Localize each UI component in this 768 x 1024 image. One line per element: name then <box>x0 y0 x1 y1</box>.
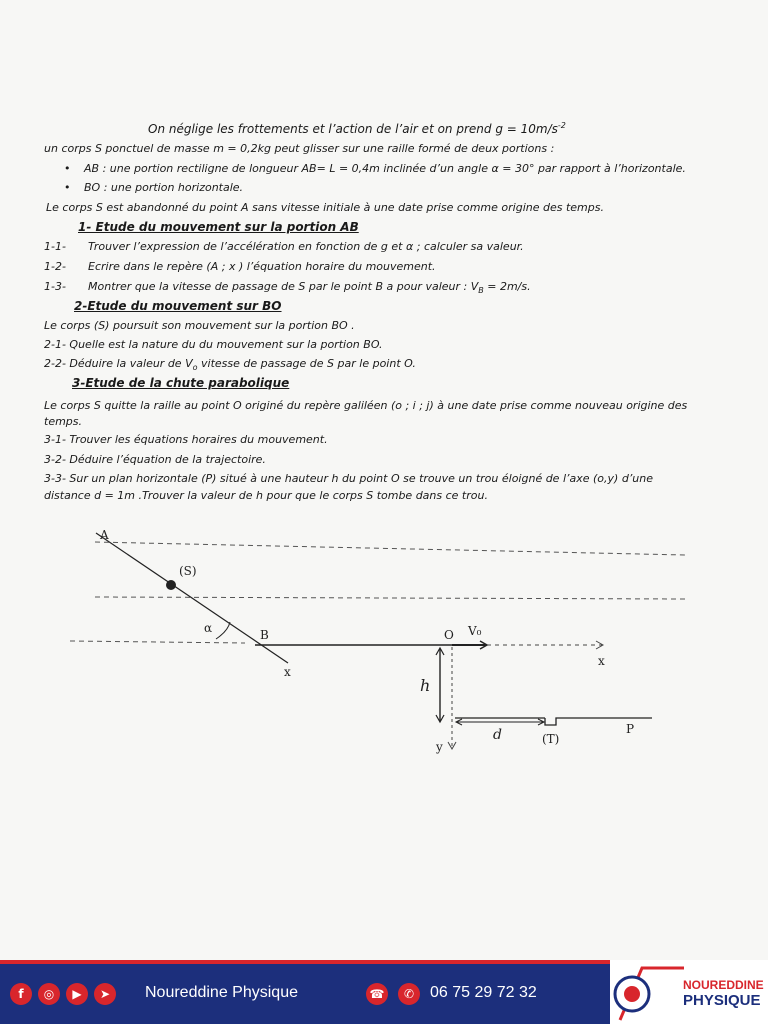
statement: un corps S ponctuel de masse m = 0,2kg peut glisser sur une raille formé de deux portions : <box>44 142 555 155</box>
youtube-icon[interactable]: ▶ <box>66 983 88 1005</box>
question-1-3: 1-3- Montrer que la vitesse de passage de S par le point B a pour valeur : $V_B = 2m/s$. <box>44 280 531 296</box>
logo-text-bottom: PHYSIQUE <box>683 992 761 1009</box>
label-o: O <box>444 628 454 642</box>
body-s <box>166 580 176 590</box>
dashed-guide-2 <box>95 597 685 599</box>
label-s: (S) <box>179 564 197 578</box>
question-3-3-line2: distance d = 1m .Trouver la valeur de h pour que le corps S tombe dans ce trou. <box>44 489 488 502</box>
telegram-icon[interactable]: ➤ <box>94 983 116 1005</box>
label-d: d <box>493 727 502 743</box>
footer <box>0 960 768 1024</box>
label-a: A <box>100 528 109 542</box>
phone-number: 06 75 29 72 32 <box>430 984 537 1001</box>
label-b: B <box>260 628 269 642</box>
part3-intro-2: temps. <box>44 415 83 428</box>
part3-title: 3-Etude de la chute parabolique <box>72 376 290 390</box>
bullet-ab: • AB : une portion rectiligne de longueur AB= L = 0,4m inclinée d’un angle α = 30° par rapport à l’horizontale. <box>64 162 686 175</box>
logo-text-top: NOUREDDINE <box>683 978 764 992</box>
label-x2: x <box>598 654 605 668</box>
whatsapp-icon: ✆ <box>398 983 420 1005</box>
dashed-guide-1 <box>95 542 685 555</box>
phone-icon: ☎ <box>366 983 388 1005</box>
question-2-2: 2-2- Déduire la valeur de $V_o$ vitesse de passage de S par le point O. <box>44 357 416 373</box>
question-1-2: 1-2- Ecrire dans le repère (A ; x ) l’équation horaire du mouvement. <box>44 260 436 273</box>
part3-intro-1: Le corps S quitte la raille au point O originé du repère galiléen (o ; i ; j) à une date prise comme nouveau origine des <box>44 399 688 412</box>
label-alpha: α <box>204 621 213 635</box>
question-3-2: 3-2- Déduire l’équation de la trajectoire. <box>44 453 266 466</box>
question-3-3-line1: 3-3- Sur un plan horizontale (P) situé à une hauteur h du point O se trouve un trou éloigné de l’axe (o,y) d’une <box>44 472 654 485</box>
label-t: (T) <box>542 732 560 746</box>
footer-accent-line <box>0 960 610 964</box>
bullet-bo: • BO : une portion horizontale. <box>64 181 244 194</box>
part2-title: 2-Etude du mouvement sur BO <box>74 299 282 313</box>
intro-line: On néglige les frottements et l’action de l’air et on prend $g = 10m/s^{-2}$ <box>148 121 566 136</box>
question-2-1: 2-1- Quelle est la nature du du mouvement sur la portion BO. <box>44 338 383 351</box>
facebook-icon[interactable]: f <box>10 983 32 1005</box>
label-p: P <box>626 722 635 736</box>
question-1-1: 1-1- Trouver l’expression de l’accélération en fonction de g et α ; calculer sa valeur. <box>44 240 524 253</box>
part2-intro: Le corps (S) poursuit son mouvement sur la portion BO . <box>44 319 355 332</box>
brand-logo <box>600 962 684 1022</box>
label-y: y <box>436 740 443 754</box>
dashed-horizontal-ref <box>70 641 245 643</box>
label-v0: V₀ <box>468 624 482 638</box>
part1-title: 1- Etude du mouvement sur la portion AB <box>78 220 359 234</box>
angle-arc <box>216 622 230 639</box>
question-3-1: 3-1- Trouver les équations horaires du mouvement. <box>44 433 328 446</box>
channel-name: Noureddine Physique <box>145 984 298 1001</box>
label-h: h <box>420 676 431 695</box>
start-line: Le corps S est abandonné du point A sans vitesse initiale à une date prise comme origine des temps. <box>46 201 604 214</box>
label-x1: x <box>284 665 291 679</box>
trajectory-diagram <box>0 515 768 775</box>
plane-p-right <box>545 718 652 725</box>
instagram-icon[interactable]: ◎ <box>38 983 60 1005</box>
